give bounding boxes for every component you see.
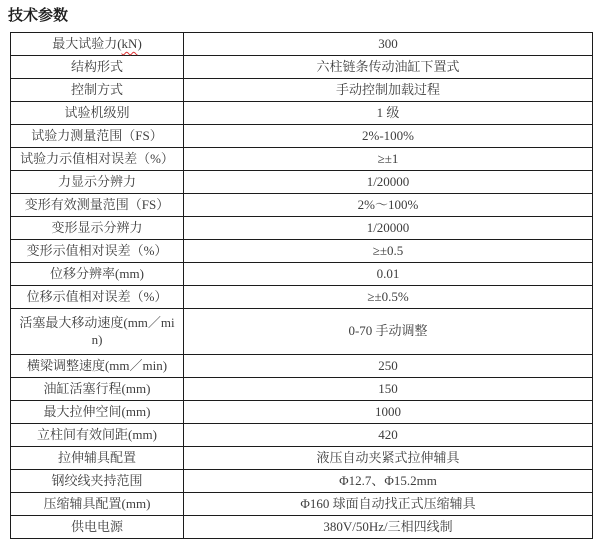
table-row (11, 493, 593, 516)
param-value-cell: 1/20000 (184, 171, 593, 194)
param-label-cell: 试验力测量范围（FS） (11, 125, 184, 148)
param-label-cell: 力显示分辨力 (11, 171, 184, 194)
table-row (11, 102, 593, 125)
table-row (11, 470, 593, 493)
param-value-cell: ≥±1 (184, 148, 593, 171)
table-row (11, 447, 593, 470)
param-label-cell: 压缩辅具配置(mm) (11, 493, 184, 516)
param-label-cell: 最大拉伸空间(mm) (11, 401, 184, 424)
param-value-cell: 0.01 (184, 263, 593, 286)
param-value-cell: 液压自动夹紧式拉伸辅具 (184, 447, 593, 470)
table-row (11, 79, 593, 102)
param-value-cell: 0-70 手动调整 (184, 309, 593, 355)
param-value-cell: ≥±0.5% (184, 286, 593, 309)
param-value-cell: 250 (184, 355, 593, 378)
param-label-cell: 横梁调整速度(mm／min) (11, 355, 184, 378)
table-row (11, 56, 593, 79)
param-label-cell: 变形有效测量范围（FS） (11, 194, 184, 217)
param-label-cell: 活塞最大移动速度(mm／min) (11, 309, 184, 355)
param-value-cell: 2%-100% (184, 125, 593, 148)
table-row (11, 148, 593, 171)
param-value-cell: 420 (184, 424, 593, 447)
param-label-cell: 供电电源 (11, 516, 184, 539)
table-row (11, 401, 593, 424)
table-row (11, 240, 593, 263)
param-value-cell: 150 (184, 378, 593, 401)
misspelled-text: kN (121, 35, 138, 51)
parameters-table-body (11, 33, 593, 539)
table-row (11, 516, 593, 539)
param-value-cell: 1/20000 (184, 217, 593, 240)
section-title: 技术参数 (8, 8, 69, 24)
param-value-cell: ≥±0.5 (184, 240, 593, 263)
param-value-cell: 300 (184, 33, 593, 56)
param-value-cell: 1 级 (184, 102, 593, 125)
param-label-cell: 最大试验力(kN) (11, 33, 184, 56)
param-label-cell: 变形显示分辨力 (11, 217, 184, 240)
param-label-cell: 试验机级别 (11, 102, 184, 125)
param-value-cell: 1000 (184, 401, 593, 424)
param-value-cell: Φ160 球面自动找正式压缩辅具 (184, 493, 593, 516)
param-label-cell: 位移示值相对误差（%） (11, 286, 184, 309)
param-value-cell: Φ12.7、Φ15.2mm (184, 470, 593, 493)
param-label-cell: 控制方式 (11, 79, 184, 102)
table-row (11, 125, 593, 148)
param-label-cell: 立柱间有效间距(mm) (11, 424, 184, 447)
table-row (11, 309, 593, 355)
param-label-cell: 试验力示值相对误差（%） (11, 148, 184, 171)
param-value-cell: 手动控制加载过程 (184, 79, 593, 102)
parameters-table (10, 32, 593, 539)
table-row (11, 33, 593, 56)
table-row (11, 263, 593, 286)
param-label-cell: 变形示值相对误差（%） (11, 240, 184, 263)
table-row (11, 378, 593, 401)
param-label-cell: 位移分辨率(mm) (11, 263, 184, 286)
param-label-cell: 油缸活塞行程(mm) (11, 378, 184, 401)
param-label-cell: 钢绞线夹持范围 (11, 470, 184, 493)
table-row (11, 424, 593, 447)
table-row (11, 171, 593, 194)
param-value-cell: 2%～100% (184, 194, 593, 217)
table-row (11, 286, 593, 309)
param-value-cell: 六柱链条传动油缸下置式 (184, 56, 593, 79)
table-row (11, 355, 593, 378)
param-value-cell: 380V/50Hz/三相四线制 (184, 516, 593, 539)
param-label-cell: 结构形式 (11, 56, 184, 79)
table-row (11, 194, 593, 217)
param-label-cell: 拉伸辅具配置 (11, 447, 184, 470)
table-row (11, 217, 593, 240)
